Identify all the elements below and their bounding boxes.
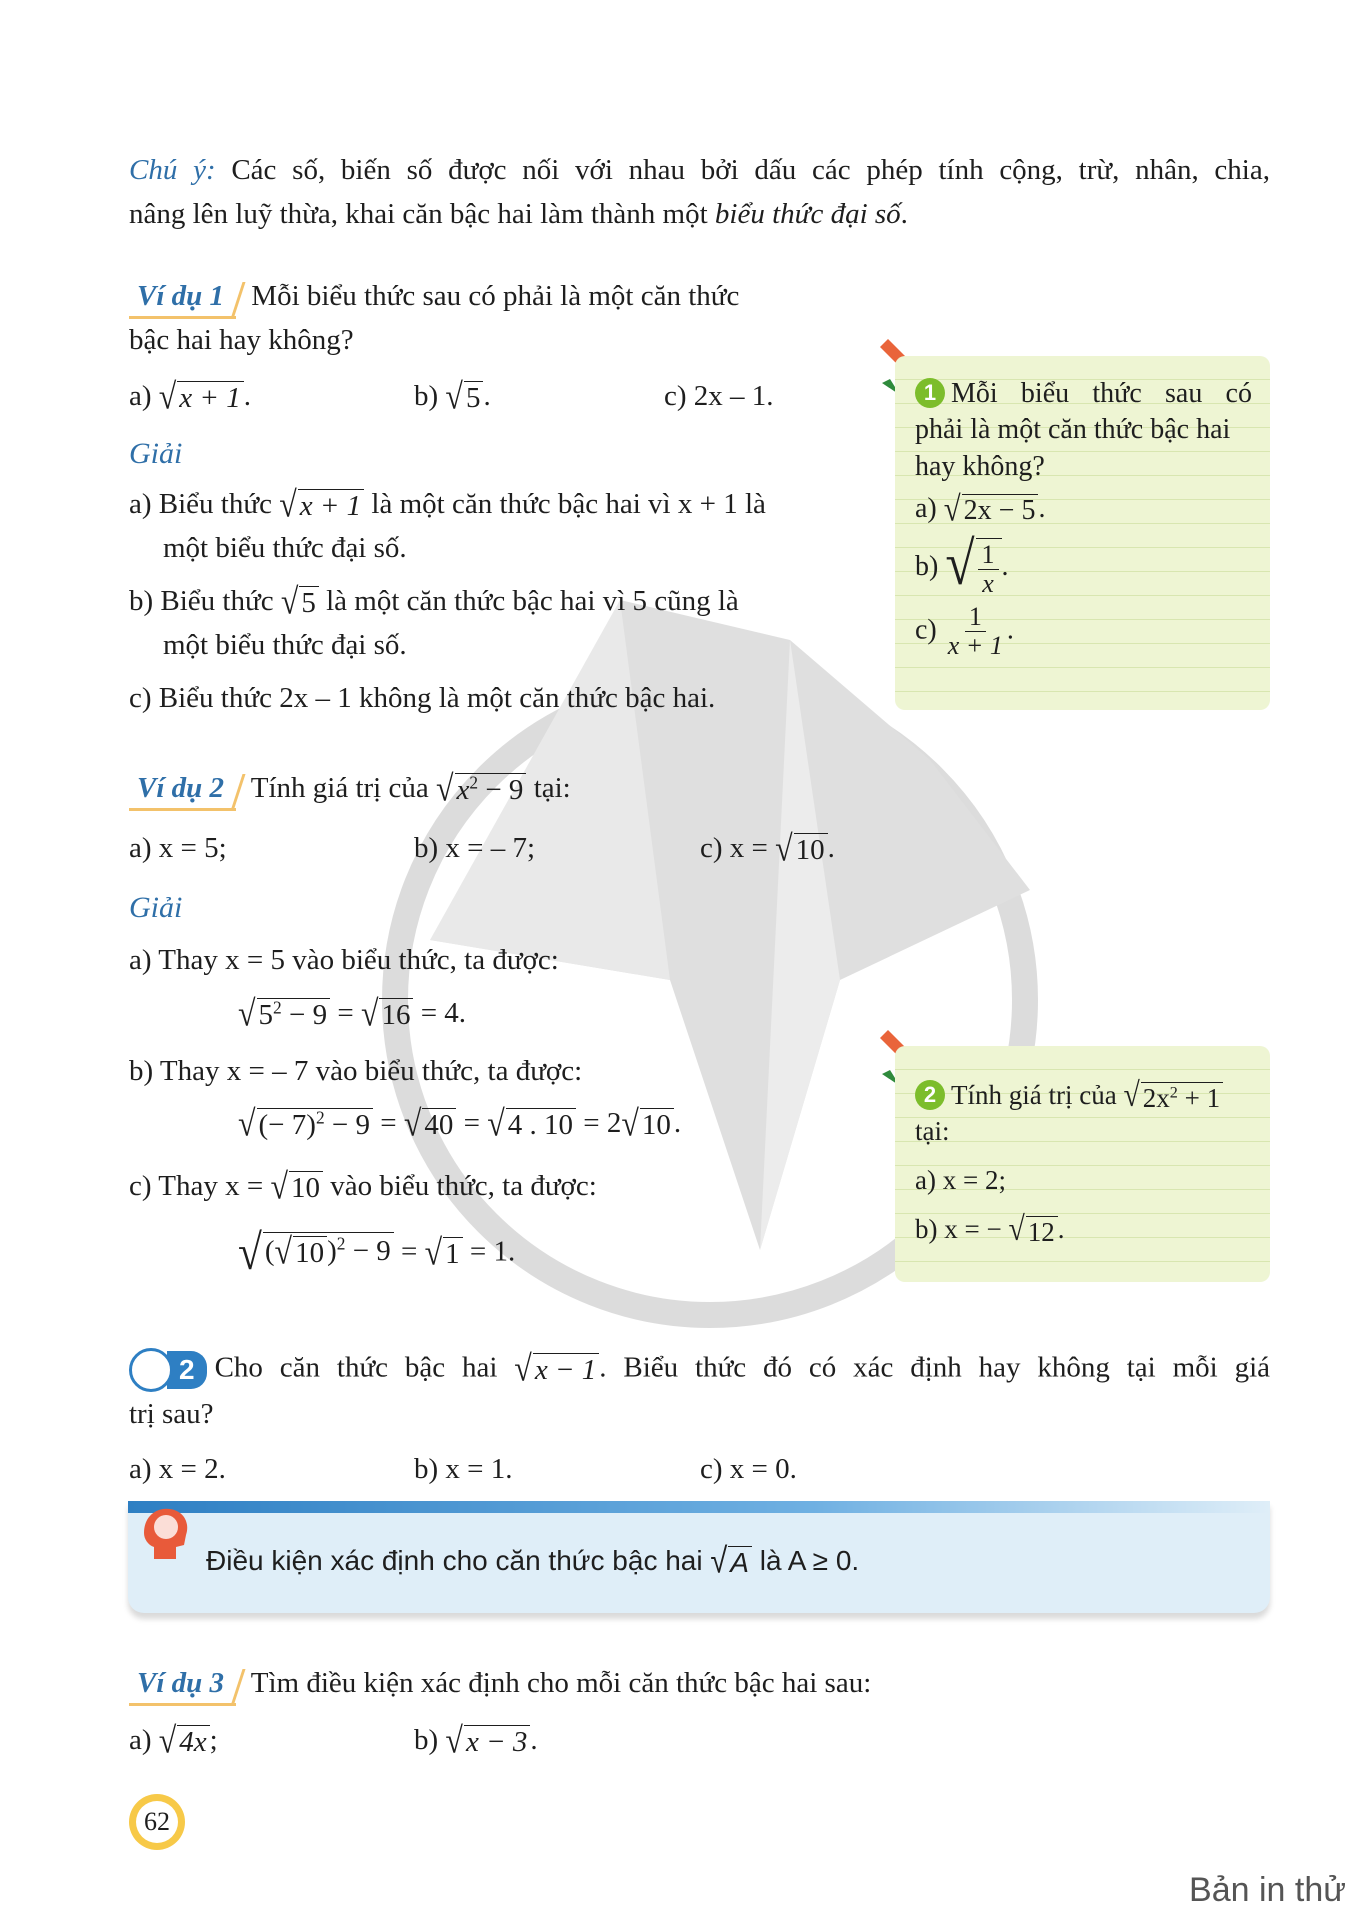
sqrt-expression: √ $x^2 - 9$ xyxy=(436,773,526,807)
activity-badge: 2 xyxy=(129,1348,207,1392)
practice-number-badge: 2 xyxy=(915,1080,945,1110)
sqrt-expression: √ 2x − 5 xyxy=(944,494,1039,527)
example-1-option-c: c) 2x – 1. xyxy=(664,380,774,412)
practice-2-option-b: b) x = − √ 12 . xyxy=(915,1211,1065,1248)
note-paragraph-line1: Chú ý: Các số, biến số được nối với nhau bởi dấu các phép tính cộng, trừ, nhân, chia, xyxy=(129,154,1270,186)
practice-1-question-line3: hay không? xyxy=(915,450,1045,482)
sqrt-expression: √ 10 xyxy=(775,833,828,867)
practice-number-badge: 1 xyxy=(915,378,945,408)
solution-2b: b) Thay x = – 7 vào biểu thức, ta được: xyxy=(129,1055,583,1087)
example-3-option-a: a) √ 4x ; xyxy=(129,1720,218,1761)
activity-2-option-c: c) x = 0. xyxy=(700,1453,797,1485)
example-1-question: Ví dụ 1 Mỗi biểu thức sau có phải là một căn thức xyxy=(129,278,849,319)
practice-2-question: 2 Tính giá trị của √ $2x^2 + 1$ xyxy=(915,1078,1252,1114)
practice-1-question-line1: 1 Mỗi biểu thức sau có xyxy=(915,376,1252,412)
page-number-badge xyxy=(129,1794,185,1850)
example-2-option-a: a) x = 5; xyxy=(129,832,227,864)
solution-1b-line2: một biểu thức đại số. xyxy=(163,629,407,661)
example-1-option-a: a) √ x + 1 . xyxy=(129,376,251,417)
activity-2-option-a: a) x = 2. xyxy=(129,1453,226,1485)
activity-2-line2: trị sau? xyxy=(129,1398,214,1430)
sqrt-expression: √ A xyxy=(710,1546,752,1579)
solution-2b-equation: √ (− 7)$^2$ − 9 = √ 40 = √ 4 . 10 = 2 √ 10 . xyxy=(238,1103,682,1144)
practice-2-question-line2: tại: xyxy=(915,1115,950,1146)
solution-heading-2: Giải xyxy=(129,891,183,924)
practice-1-option-a: a) √ 2x − 5 . xyxy=(915,489,1046,529)
practice-2-option-a: a) x = 2; xyxy=(915,1164,1006,1195)
solution-1a-line2: một biểu thức đại số. xyxy=(163,532,407,564)
practice-1-option-b: b) √ $\frac{1}{x}$ . xyxy=(915,529,1009,599)
solution-2c-equation: √ ( √ 10 )$^2$ − 9 = √ 1 = 1. xyxy=(238,1225,516,1281)
solution-1c: c) Biểu thức 2x – 1 không là một căn thức bậc hai. xyxy=(129,682,716,714)
sqrt-expression: √ $2x^2 + 1$ xyxy=(1123,1082,1223,1114)
note-label: Chú ý: xyxy=(129,154,216,186)
sqrt-expression: √ 12 xyxy=(1008,1216,1057,1248)
sqrt-expression: √ x + 1 xyxy=(279,489,364,523)
example-3-tag: Ví dụ 3 xyxy=(129,1665,236,1706)
sqrt-expression: √ x + 1 xyxy=(159,381,244,415)
gear-icon xyxy=(129,1348,173,1392)
example-3-option-b: b) √ x − 3 . xyxy=(414,1720,538,1761)
sqrt-expression: √ 5 xyxy=(281,586,319,620)
sqrt-expression: √ 4x xyxy=(159,1725,210,1759)
solution-2c: c) Thay x = √ 10 vào biểu thức, ta được: xyxy=(129,1166,597,1207)
fraction: $\frac{1}{x + 1}$ xyxy=(947,601,1003,661)
example-1-question-line2: bậc hai hay không? xyxy=(129,324,354,356)
example-1-tag: Ví dụ 1 xyxy=(129,278,236,319)
example-3-question: Ví dụ 3 Tìm điều kiện xác định cho mỗi căn thức bậc hai sau: xyxy=(129,1665,871,1706)
sqrt-expression: √ x − 3 xyxy=(445,1725,530,1759)
definition-note-text: Điều kiện xác định cho căn thức bậc hai √ A là A ≥ 0. xyxy=(206,1540,860,1581)
practice-box-1 xyxy=(895,356,1270,710)
practice-box-2 xyxy=(895,1046,1270,1282)
page-number: 62 xyxy=(136,1801,178,1843)
draft-label: Bản in thử xyxy=(1189,1871,1346,1909)
example-2-option-b: b) x = – 7; xyxy=(414,832,536,864)
practice-1-question-line2: phải là một căn thức bậc hai xyxy=(915,414,1231,446)
head-icon xyxy=(134,1501,194,1565)
example-1-option-b: b) √ 5 . xyxy=(414,376,491,417)
example-2-tag: Ví dụ 2 xyxy=(129,770,236,811)
note-paragraph-line2: nâng lên luỹ thừa, khai căn bậc hai làm thành một biểu thức đại số. xyxy=(129,198,908,230)
sqrt-expression: √ x − 1 xyxy=(514,1353,599,1387)
activity-2-option-b: b) x = 1. xyxy=(414,1453,513,1485)
solution-2a: a) Thay x = 5 vào biểu thức, ta được: xyxy=(129,944,559,976)
sqrt-fraction: √ $\frac{1}{x}$ xyxy=(945,538,1001,599)
example-2-question: Ví dụ 2 Tính giá trị của √ $x^2 - 9$ tại: xyxy=(129,770,571,811)
activity-2-line1: 2 Cho căn thức bậc hai √ x − 1 . Biểu thức đó có xác định hay không tại mỗi giá xyxy=(129,1348,1270,1392)
practice-1-option-c: c) $\frac{1}{x + 1}$ . xyxy=(915,601,1014,661)
sqrt-expression: √ 5 xyxy=(445,381,483,415)
solution-2a-equation: √ $5^2 - 9$ = √ 16 = 4. xyxy=(238,993,467,1034)
solution-1a-line1: a) Biểu thức √ x + 1 là một căn thức bậc hai vì x + 1 là xyxy=(129,484,766,525)
example-2-option-c: c) x = √ 10 . xyxy=(700,828,835,869)
definition-note-box xyxy=(128,1501,1270,1613)
solution-heading-1: Giải xyxy=(129,437,183,470)
solution-1b-line1: b) Biểu thức √ 5 là một căn thức bậc hai vì 5 cũng là xyxy=(129,581,739,622)
